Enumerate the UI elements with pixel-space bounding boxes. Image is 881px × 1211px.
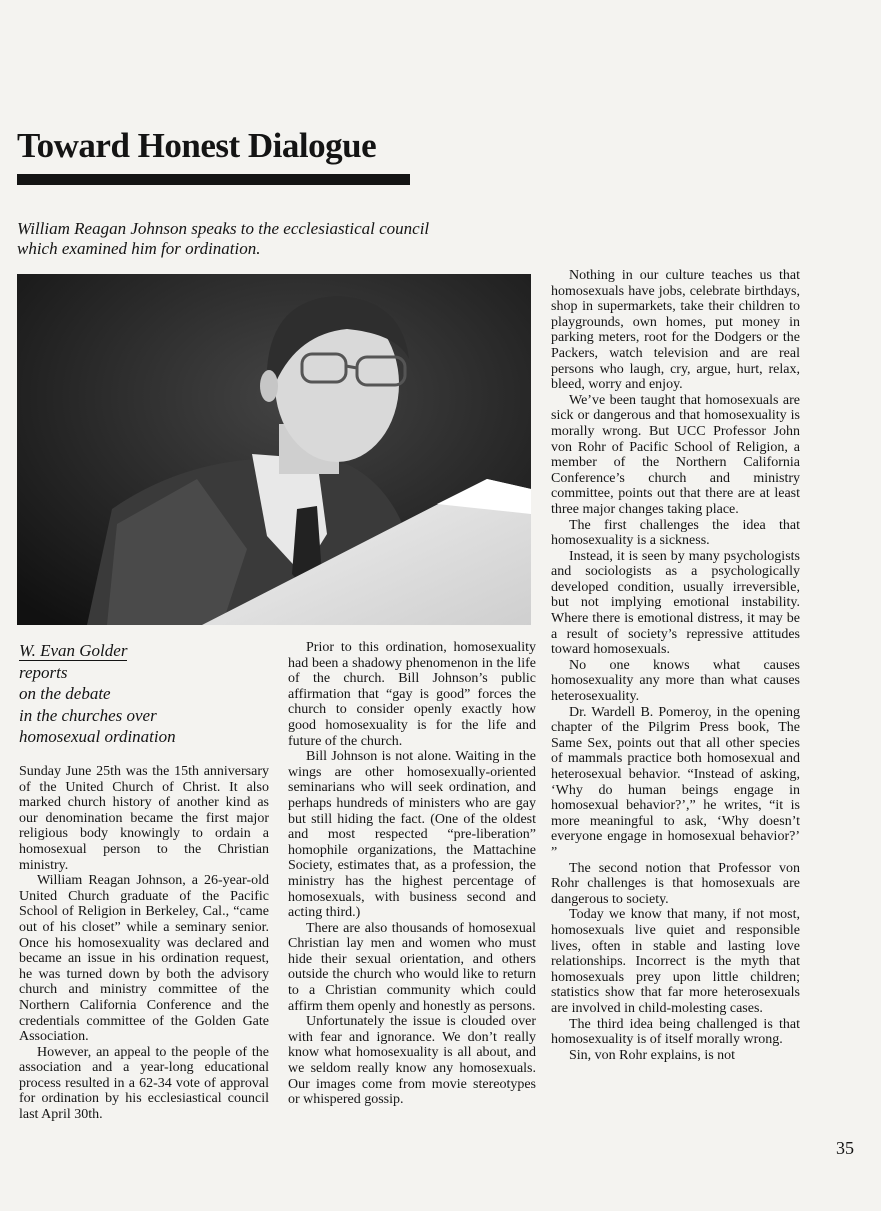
byline-line: homosexual ordination [19,727,176,746]
paragraph: The first challenges the idea that homosexuality is a sickness. [551,517,800,549]
speaker-photo-illustration [17,274,531,625]
byline-first-line [19,640,279,683]
paragraph: However, an appeal to the people of the association and a year-long educational process resulted in a 62-34 vote of approval for ordination by his ecclesiastical council last April 30th. [19,1044,269,1123]
body-column-2 [288,640,536,1108]
body-column-1 [19,764,269,1123]
paragraph: The second notion that Professor von Rohr challenges is that homosexuals are dangerous to society. [551,860,800,907]
paragraph: The third idea being challenged is that homosexuality is of itself morally wrong. [551,1016,800,1048]
paragraph: Dr. Wardell B. Pomeroy, in the opening chapter of the Pilgrim Press book, The Same Sex, points out that all other species of mammals practice both homosexual and heterosexual behavior. “Instead of asking, ‘Why do human beings engage in homosexual behavior?’,” he writes, “it is more meaningful to ask, ‘Why doesn’t everyone engage in homosexual behavior?’ ” [551,704,800,860]
paragraph: Bill Johnson is not alone. Waiting in the wings are other homosexually-oriented seminarians who will seek ordination, and perhaps hundreds of ministers who are gay but still hiding the fact. (One of the oldest and most respected “pre-liberation” homophile organizations, the Mattachine Society, estimates that, as a profession, the ministry has the highest percentage of homosexuals, with business second and acting third.) [288,749,536,921]
paragraph: Sunday June 25th was the 15th anniversary of the United Church of Christ. It also marked church history of another kind as our denomination became the first major religious body knowingly to ordain a homosexual person to the Christian ministry. [19,764,269,873]
paragraph: Instead, it is seen by many psychologists and sociologists as a psychologically developed condition, usually irreversible, but not implying emotional instability. Where there is emotional distress, it may be a result of society’s repressive attitudes toward homosexuals. [551,548,800,658]
paragraph: William Reagan Johnson, a 26-year-old United Church graduate of the Pacific School of Religion in Berkeley, Cal., “came out of his closet” while a seminary senior. Once his homosexuality was declared and became an issue in his ordination request, he was turned down by both the advisory church and ministry committee of the Northern California Conference and the credentials committee of the Golden Gate Association. [19,873,269,1045]
page-number: 35 [836,1138,854,1158]
byline [19,640,279,748]
byline-line: in the churches over [19,705,157,725]
paragraph: Unfortunately the issue is clouded over with fear and ignorance. We don’t really know what homosexuality is all about, and we seldom really know any homosexuals. Our images come from movie stereotypes or whispered gossip. [288,1014,536,1108]
article-title: Toward Honest Dialogue [17,126,377,165]
paragraph: There are also thousands of homosexual Christian lay men and women who must hide their sexual orientation, and others outside the church who would like to return to a Christian community which could affirm them openly and honestly as persons. [288,920,536,1014]
byline-line: on the debate [19,684,111,703]
speaker-photo [17,274,531,625]
body-column-3 [551,268,800,1063]
paragraph: Sin, von Rohr explains, is not [569,1047,736,1063]
author-name: W. Evan Golder [19,641,128,660]
title-rule [17,174,410,185]
deck-line: William Reagan Johnson speaks to the ecclesiastical council [17,219,430,238]
paragraph: Today we know that many, if not most, homosexuals live quiet and responsible lives, often in stable and lasting love relationships. Incorrect is the myth that homosexuals prey upon little children; statistics show that far more heterosexuals are involved in child-molesting cases. [551,907,800,1016]
article-deck [17,219,497,259]
paragraph: No one knows what causes homosexuality any more than what causes heterosexuality. [551,657,800,705]
paragraph: We’ve been taught that homosexuals are sick or dangerous and that homosexuality is morally wrong. But UCC Professor John von Rohr of Pacific School of Religion, a member of the Northern California Conference’s church and ministry committee, points out that there are at least three major changes taking place. [551,392,800,517]
paragraph: Prior to this ordination, homosexuality had been a shadowy phenomenon in the life of the church. Bill Johnson’s public affirmation that “gay is good” forces the church to consider openly exactly how good homosexuality is for the life and future of the church. [288,640,536,749]
paragraph: Nothing in our culture teaches us that homosexuals have jobs, celebrate birthdays, shop in supermarkets, take their children to playgrounds, own homes, put money in parking meters, root for the Dodgers or the Packers, watch television and are real persons who laugh, cry, argue, hurt, relax, bleed, worry and enjoy. [551,268,800,393]
deck-line: which examined him for ordination. [17,239,261,258]
byline-verb: reports [19,662,68,682]
